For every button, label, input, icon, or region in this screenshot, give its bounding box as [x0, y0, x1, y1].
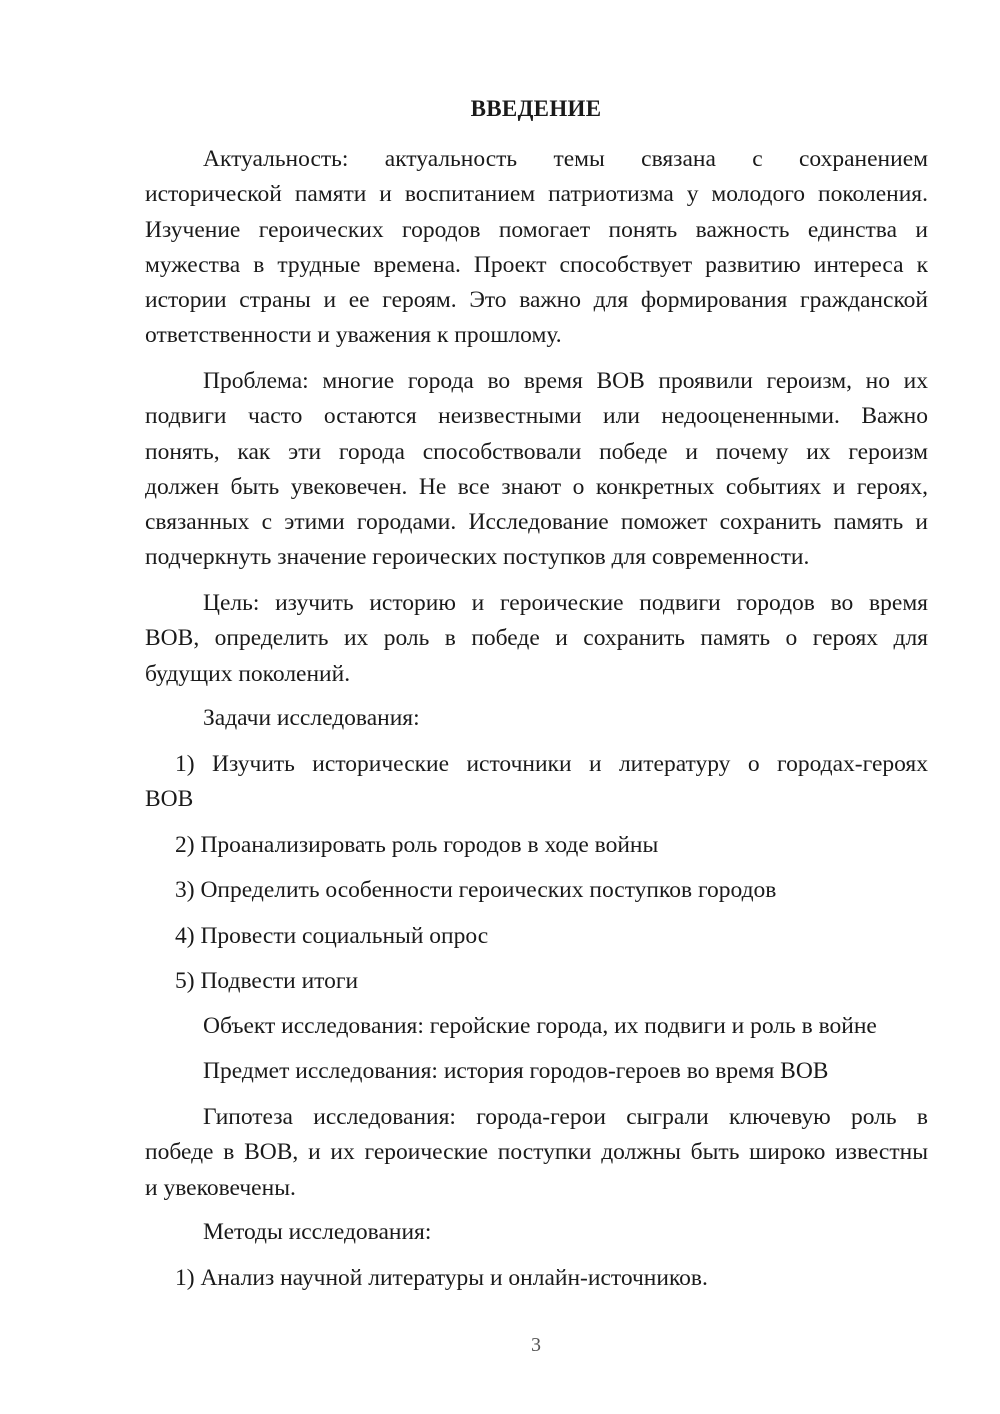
task-item [145, 747, 928, 818]
text-line: Изучение героических городов помогает понять важность единства и [145, 216, 928, 243]
relevance-paragraph [145, 142, 928, 354]
text-line: и увековечены. [145, 1174, 296, 1201]
task-item: 3) Определить особенности героических поступков городов [175, 877, 777, 903]
text-line: победе в ВОВ, и их героические поступки должны быть широко известны [145, 1139, 928, 1166]
text-line: будущих поколений. [145, 660, 351, 687]
text-line: Проблема: многие города во время ВОВ проявили героизм, но их [203, 368, 928, 394]
hypothesis-paragraph [145, 1100, 928, 1206]
page-title: ВВЕДЕНИЕ [470, 96, 602, 121]
text-line: мужества в трудные времена. Проект способствует развитию интереса к [145, 251, 928, 278]
text-line: подчеркнуть значение героических поступков для современности. [145, 544, 810, 571]
page-number: 3 [531, 1334, 541, 1356]
text-line: Цель: изучить историю и героические подвиги городов во время [203, 590, 928, 616]
text-line: исторической памяти и воспитанием патриотизма у молодого поколения. [145, 181, 928, 208]
text-line: истории страны и ее героям. Это важно для формирования гражданской [145, 287, 928, 314]
methods-heading: Методы исследования: [203, 1219, 432, 1245]
text-line: Гипотеза исследования: города-герои сыграли ключевую роль в [203, 1104, 928, 1130]
task-item: 2) Проанализировать роль городов в ходе войны [175, 832, 659, 858]
task-item: 4) Провести социальный опрос [175, 923, 489, 949]
text-line: ВОВ [145, 786, 194, 813]
text-line: ответственности и уважения к прошлому. [145, 322, 562, 349]
method-item: 1) Анализ научной литературы и онлайн-источников. [175, 1265, 708, 1291]
problem-paragraph [145, 364, 928, 576]
text-line: Актуальность: актуальность темы связана с сохранением [203, 146, 928, 172]
text-line: должен быть увековечен. Не все знают о конкретных событиях и героях, [145, 473, 928, 500]
text-line: связанных с этими городами. Исследование поможет сохранить память и [145, 509, 928, 536]
research-object: Объект исследования: геройские города, их подвиги и роль в войне [203, 1013, 877, 1039]
tasks-heading: Задачи исследования: [203, 705, 420, 731]
research-subject: Предмет исследования: история городов-героев во время ВОВ [203, 1058, 829, 1084]
task-item: 5) Подвести итоги [175, 968, 359, 994]
text-line: 1) Изучить исторические источники и литературу о городах-героях [175, 751, 928, 777]
text-line: ВОВ, определить их роль в победе и сохранить память о героях для [145, 625, 928, 652]
goal-paragraph [145, 586, 928, 692]
text-line: понять, как эти города способствовали победе и почему их героизм [145, 438, 928, 465]
text-line: подвиги часто остаются неизвестными или недооцененными. Важно [145, 403, 928, 430]
